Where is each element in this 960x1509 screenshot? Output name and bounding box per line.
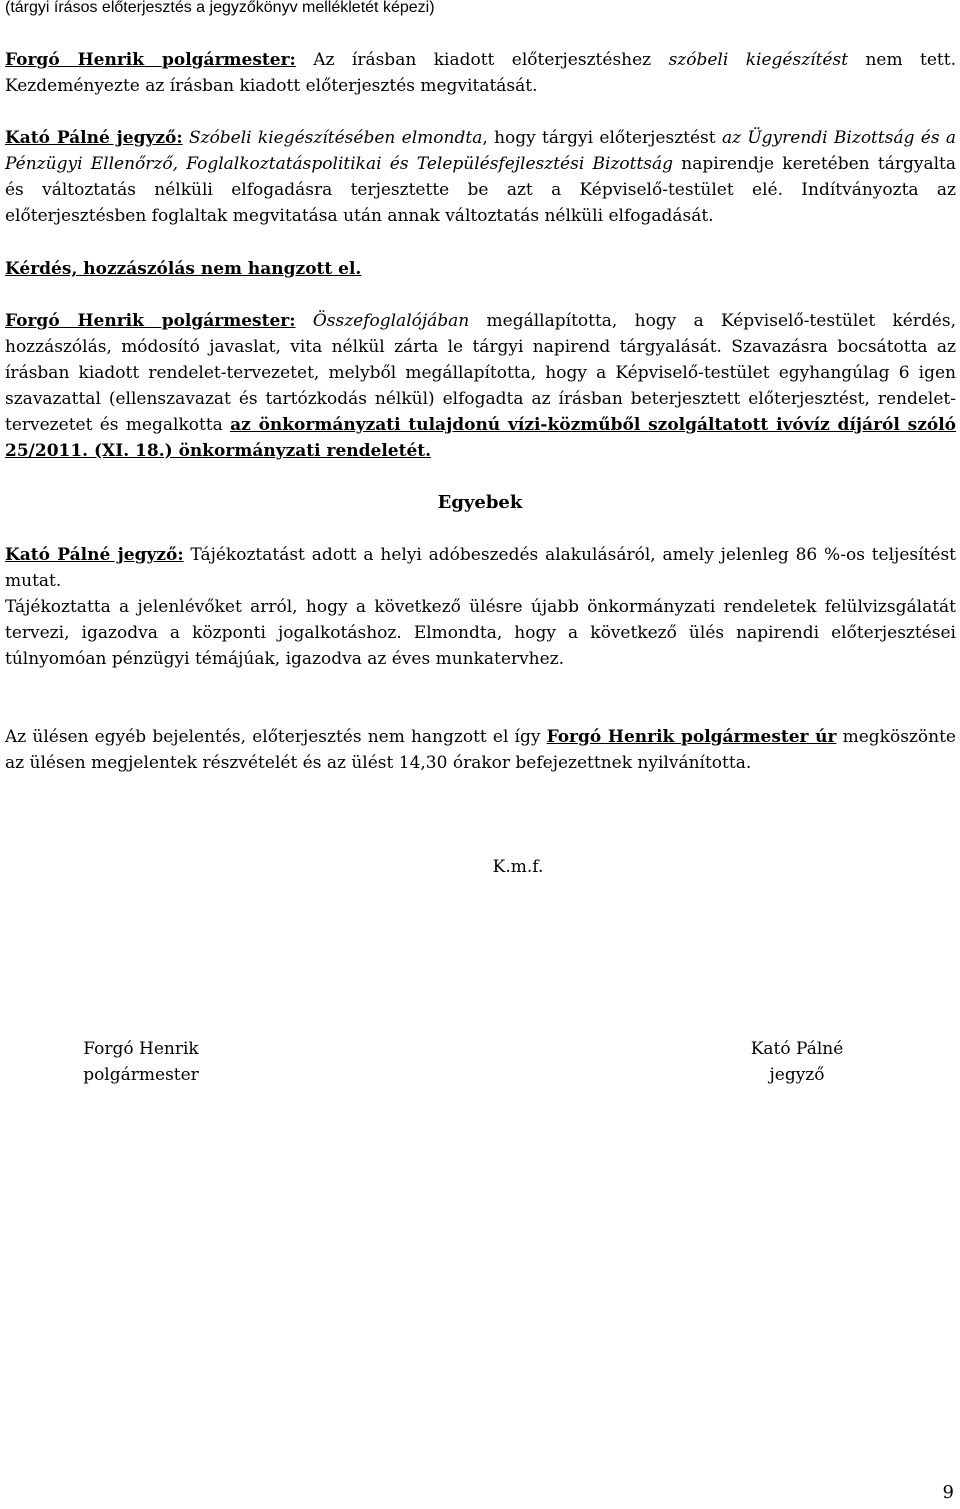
paragraph-notary-supplement (5, 125, 956, 229)
text-segment: Tájékoztatást adott a helyi adóbeszedés alakulásáról, amely jelenleg 86 %-os teljesítést mutat. (5, 545, 956, 591)
text-segment: napirendje keretében tárgyalta és változtatás nélküli elfogadásra terjesztette be azt a Képviselő-testület elé. Indítványozta az előterjesztésben foglaltak megvitatása után annak változtatás nélküli elfogadását. (5, 154, 956, 226)
signature-block-mayor (66, 1036, 216, 1088)
paragraph-notary-info-2: Tájékoztatta a jelenlévőket arról, hogy a következő ülésre újabb önkormányzati rendeletek felülvizsgálatát tervezi, igazodva a központi jogalkotáshoz. Elmondta, hogy a következő ülés napirendi előterjesztései túlnyomóan pénzügyi témájúak, igazodva az éves munkatervhez. (5, 597, 956, 669)
page-number: 9 (942, 1482, 954, 1503)
text-segment: , hogy tárgyi előterjesztést (482, 128, 722, 148)
text-segment: Az írásban kiadott előterjesztéshez (295, 50, 669, 70)
signature-block-notary (722, 1036, 872, 1088)
committee-names: az Ügyrendi Bizottság és a Pénzügyi Ellenőrző, Foglalkoztatáspolitikai és Településfejlesztési Bizottság (5, 128, 957, 174)
kmf-mark: K.m.f. (492, 857, 544, 877)
attachment-note: (tárgyi írásos előterjesztés a jegyzőkönyv mellékletét képezi) (5, 0, 435, 16)
paragraph-closing (5, 724, 956, 776)
no-questions-note: Kérdés, hozzászólás nem hangzott el. (5, 259, 362, 279)
mayor-name-closing: Forgó Henrik polgármester úr (546, 727, 837, 747)
italic-segment: Összefoglalójában (312, 311, 470, 331)
text-segment: megköszönte az ülésen megjelentek részvételét és az ülést 14,30 órakor befejezettnek nyilvánította. (5, 727, 956, 773)
decree-title: az önkormányzati tulajdonú vízi-közműből szolgáltatott ivóvíz díjáról szóló 25/2011. (XI. 18.) önkormányzati rendeletét. (5, 415, 956, 461)
signature-title: jegyző (769, 1065, 825, 1085)
text-segment: megállapította, hogy a Képviselő-testület kérdés, hozzászólás, módosító javaslat, vita nélkül zárta le tárgyi napirend tárgyalását. Szavazásra bocsátotta az írásban kiadott rendelet-tervezetet, melyből megállapította, hogy a Képviselő-testület egyhangúlag 6 igen szavazattal (ellenszavazat és tartózkodás nélkül) elfogadta az írásban beterjesztett előterjesztést, rendelet-tervezetet és megalkotta (5, 311, 956, 435)
signature-name: Kató Pálné (750, 1039, 844, 1059)
speaker-notary: Kató Pálné jegyző: (5, 545, 184, 565)
speaker-mayor: Forgó Henrik polgármester: (5, 50, 296, 70)
paragraph-notary-info (5, 542, 956, 594)
signature-name: Forgó Henrik (83, 1039, 199, 1059)
italic-segment: Szóbeli kiegészítésében elmondta (182, 128, 483, 148)
italic-segment: szóbeli kiegészítést (668, 50, 849, 70)
text-segment: nem tett. Kezdeményezte az írásban kiadott előterjesztés megvitatását. (5, 50, 956, 96)
paragraph-mayor-intro (5, 47, 956, 99)
section-heading-egyebek: Egyebek (437, 492, 523, 513)
speaker-notary: Kató Pálné jegyző: (5, 128, 183, 148)
signature-title: polgármester (83, 1065, 199, 1085)
paragraph-mayor-summary (5, 308, 956, 464)
text-segment: Az ülésen egyéb bejelentés, előterjesztés nem hangzott el így (5, 727, 547, 747)
speaker-mayor: Forgó Henrik polgármester: (5, 311, 296, 331)
